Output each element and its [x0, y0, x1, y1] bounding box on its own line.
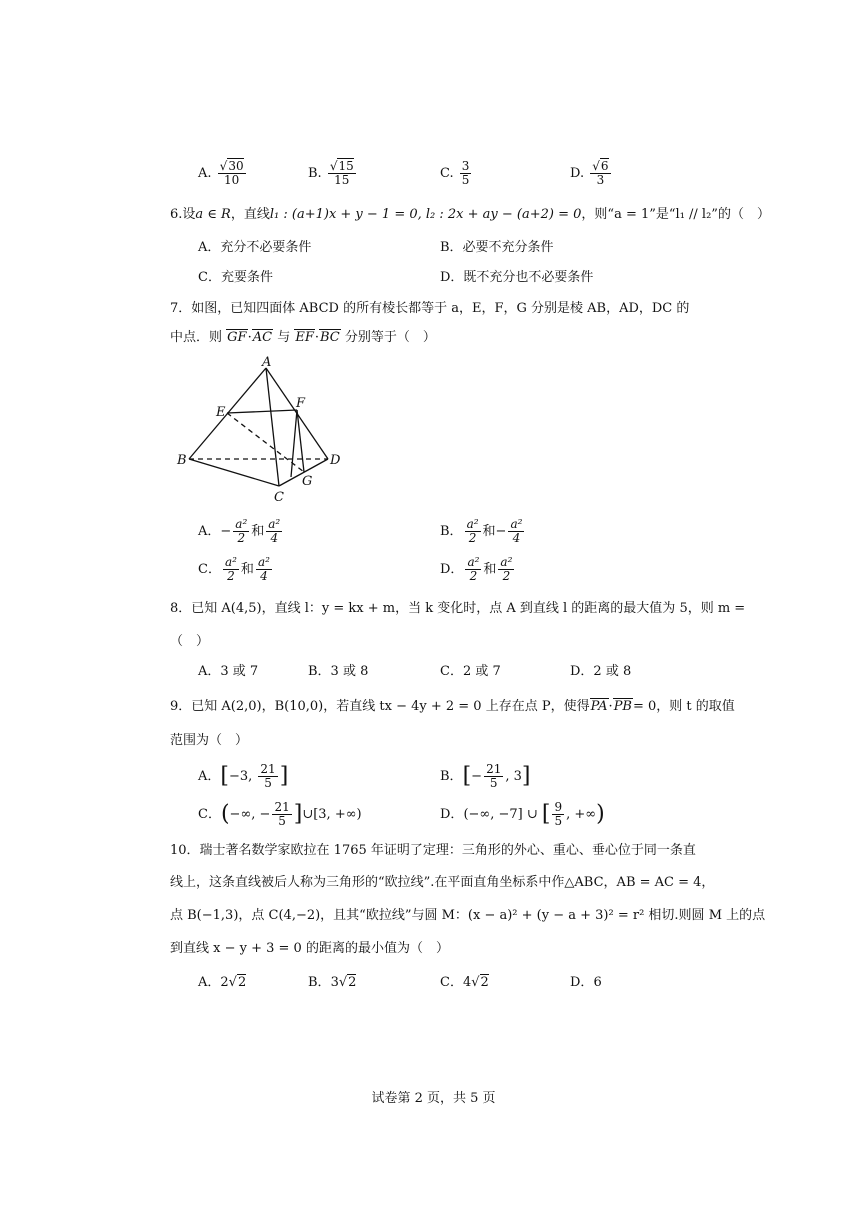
q5-option-d: D. $\frac{√6}{3}$	[570, 159, 609, 187]
q5-option-b: B. $\frac{√15}{15}$	[308, 159, 354, 187]
label-A: A	[262, 355, 272, 370]
q8-option-d: D．2 或 8	[570, 664, 632, 679]
label-D: D	[330, 453, 341, 468]
label-C: C	[274, 490, 284, 505]
q8-option-c: C．2 或 7	[440, 664, 501, 679]
segment-F-mid	[291, 410, 297, 477]
q6-option-d: D．既不充分也不必要条件	[440, 270, 594, 285]
q10-stem-line3: 点 B(−1,3)，点 C(4,−2)，且其“欧拉线”与圆 M：(x − a)² + (y − a + 3)² = r² 相切.则圆 M 上的点	[170, 908, 766, 923]
q8-stem-line1: 8．已知 A(4,5)，直线 l：y = kx + m，当 k 变化时，点 A 到直线 l 的距离的最大值为 5，则 m =	[170, 601, 746, 616]
label-G: G	[302, 474, 313, 489]
q7-option-d: D． $\frac{\text{a²}}{2}$ 和 $\frac{\text{a²}}{2}$	[440, 555, 513, 583]
q6-option-a: A．充分不必要条件	[198, 240, 312, 255]
segment-FC	[279, 410, 297, 486]
segment-EF	[227, 410, 297, 413]
q9-stem-line1: 9．已知 A(2,0)，B(10,0)，若直线 tx − 4y + 2 = 0 上存在点 P，使得PA·PB= 0，则 t 的取值	[170, 699, 735, 714]
q7-option-c: C． $\frac{\text{a²}}{2}$ 和 $\frac{\text{a²}}{4}$	[198, 555, 270, 583]
q8-option-a: A．3 或 7	[198, 664, 259, 679]
q9-option-d: D．(−∞, −7] ∪ [ $\frac{9}{5}$ , +∞)	[440, 800, 605, 828]
q7-stem-line2: 中点．则 GF·AC 与 EF·BC 分别等于（ ）	[170, 330, 436, 345]
page-footer: 试卷第 2 页，共 5 页	[371, 1091, 496, 1106]
label-F: F	[296, 396, 306, 411]
q10-option-a: A．2√2	[198, 975, 247, 990]
q7-option-a: A．− $\frac{\text{a²}}{2}$ 和 $\frac{\text{a²}}{4}$	[198, 517, 281, 545]
q10-option-b: B．3√2	[308, 975, 357, 990]
q6-stem: 6.设a ∈ R，直线l₁ : (a+1)x + y − 1 = 0, l₂ : 2x + ay − (a+2) = 0，则“a = 1”是“l₁ // l₂”的（ ）	[170, 207, 770, 222]
q10-option-d: D．6	[570, 975, 602, 990]
q9-option-a: A．[−3, $\frac{21}{5}$ ]	[198, 762, 289, 790]
q9-option-c: C．(−∞, − $\frac{21}{5}$ ]∪[3, +∞)	[198, 800, 362, 828]
q8-option-b: B．3 或 8	[308, 664, 369, 679]
label-B: B	[177, 453, 187, 468]
q7-stem-line1: 7．如图，已知四面体 ABCD 的所有棱长都等于 a，E，F，G 分别是棱 AB，AD，DC 的	[170, 301, 690, 316]
q7-option-b: B． $\frac{\text{a²}}{2}$ 和− $\frac{\text{a²}}{4}$	[440, 517, 523, 545]
label-E: E	[216, 405, 226, 420]
edge-AC	[266, 368, 279, 486]
q9-option-b: B．[− $\frac{21}{5}$ , 3]	[440, 762, 531, 790]
q6-option-b: B．必要不充分条件	[440, 240, 554, 255]
q8-stem-line2: （ ）	[170, 634, 210, 649]
q5-option-c: C. $\frac{3}{5}$	[440, 159, 470, 187]
tetrahedron-figure	[170, 355, 350, 505]
edge-BC	[189, 459, 279, 486]
q10-stem-line4: 到直线 x − y + 3 = 0 的距离的最小值为（ ）	[170, 941, 449, 956]
q6-option-c: C．充要条件	[198, 270, 273, 285]
q10-stem-line1: 10．瑞士著名数学家欧拉在 1765 年证明了定理：三角形的外心、重心、垂心位于同一条直	[170, 843, 696, 858]
q9-stem-line2: 范围为（ ）	[170, 733, 249, 748]
q10-stem-line2: 线上，这条直线被后人称为三角形的“欧拉线”.在平面直角坐标系中作△ABC，AB = AC = 4，	[170, 875, 715, 890]
q10-option-c: C．4√2	[440, 975, 489, 990]
q5-option-a: A. $\frac{√30}{10}$	[198, 159, 244, 187]
